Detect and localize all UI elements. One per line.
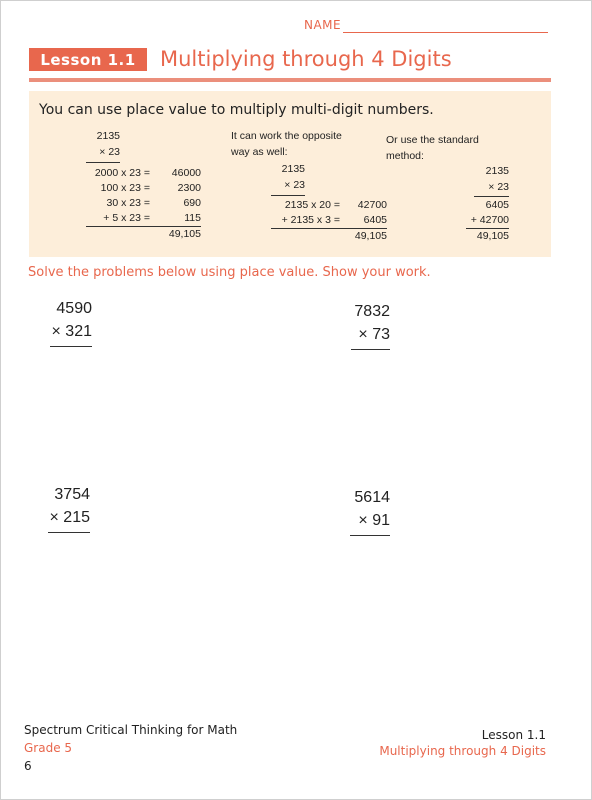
footer-lesson: Lesson 1.1 <box>481 728 546 742</box>
problem-top-number: 4590 <box>56 300 92 317</box>
name-field[interactable] <box>343 32 548 33</box>
problem-line <box>350 535 390 536</box>
name-label: NAME <box>304 18 342 32</box>
lesson-title: Multiplying through 4 Digits <box>160 47 452 71</box>
col2-line <box>271 195 305 196</box>
footer-lesson-title: Multiplying through 4 Digits <box>379 744 546 758</box>
problem-line <box>50 346 92 347</box>
instructions: Solve the problems below using place value. Show your work. <box>28 265 431 280</box>
col1-line <box>86 162 120 163</box>
col1-row-expr: 2000 x 23 = <box>94 167 150 179</box>
col2-row-expr: + 2135 x 3 = <box>281 214 340 226</box>
col2-row-expr: 2135 x 20 = <box>284 199 340 211</box>
problem-1 <box>44 300 92 348</box>
col3-partial: + 42700 <box>470 214 509 226</box>
col1-row-expr: 30 x 23 = <box>106 197 150 209</box>
col2-total: 49,105 <box>354 230 387 242</box>
lesson-badge: Lesson 1.1 <box>29 48 147 71</box>
col1-row-expr: 100 x 23 = <box>100 182 150 194</box>
problem-3 <box>42 486 90 534</box>
col2-sum-line <box>271 228 387 229</box>
col3-partial: 6405 <box>485 199 509 211</box>
col1-row-expr: + 5 x 23 = <box>103 212 150 224</box>
col2-row-val: 42700 <box>357 199 387 211</box>
problem-multiplier: × 91 <box>358 512 390 529</box>
problem-multiplier: × 215 <box>49 509 90 526</box>
col3-sum-line <box>466 228 509 229</box>
problem-2 <box>344 303 390 351</box>
problem-top-number: 5614 <box>354 489 390 506</box>
col2-caption: It can work the opposite <box>231 130 342 142</box>
header-rule <box>29 78 551 82</box>
col3-caption: method: <box>386 150 424 162</box>
problem-line <box>351 349 390 350</box>
problem-multiplier: × 321 <box>51 323 92 340</box>
footer-book-title: Spectrum Critical Thinking for Math <box>24 723 238 737</box>
col2-top: 2135 <box>281 163 305 175</box>
col3-line <box>474 196 509 197</box>
footer-grade: Grade 5 <box>24 741 73 755</box>
problem-line <box>48 532 90 533</box>
col3-total: 49,105 <box>476 230 509 242</box>
col3-caption: Or use the standard <box>386 134 479 146</box>
col1-row-val: 690 <box>183 197 201 209</box>
problem-top-number: 7832 <box>354 303 390 320</box>
col1-row-val: 46000 <box>171 167 201 179</box>
problem-4 <box>344 489 390 537</box>
col3-top: 2135 <box>485 165 509 177</box>
col1-top: 2135 <box>96 130 120 142</box>
page-number: 6 <box>24 759 32 773</box>
col2-row-val: 6405 <box>363 214 387 226</box>
col1-sum-line <box>86 226 201 227</box>
col3-mult: × 23 <box>488 181 509 193</box>
col2-caption: way as well: <box>231 146 288 158</box>
problem-top-number: 3754 <box>54 486 90 503</box>
col1-total: 49,105 <box>168 228 201 240</box>
problem-multiplier: × 73 <box>358 326 390 343</box>
example-intro: You can use place value to multiply multi-digit numbers. <box>39 102 434 118</box>
col1-mult: × 23 <box>99 146 120 158</box>
col2-mult: × 23 <box>284 179 305 191</box>
col1-row-val: 115 <box>184 212 201 224</box>
col1-row-val: 2300 <box>177 182 201 194</box>
